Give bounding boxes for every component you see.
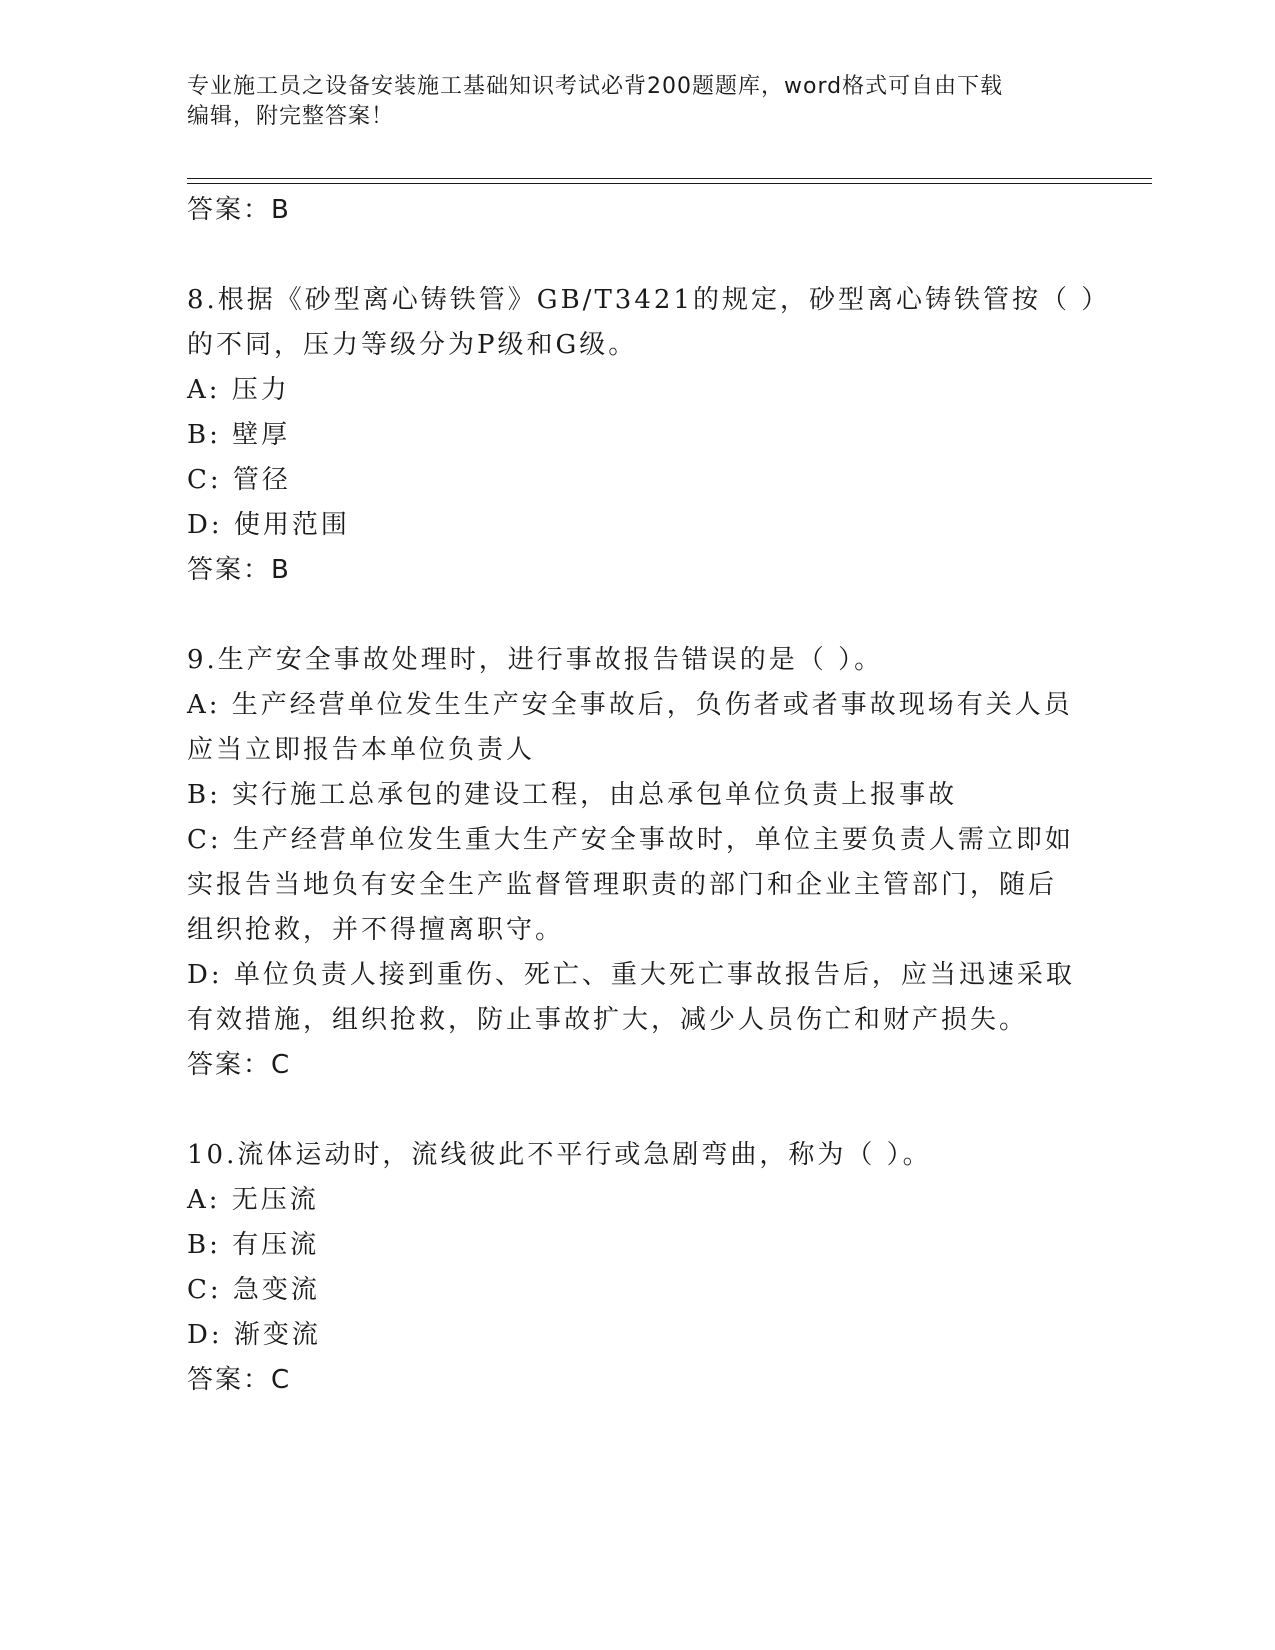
option-d: D: 渐变流 xyxy=(187,1320,321,1350)
question-9 xyxy=(187,638,1082,1088)
header-title-line-2: 编辑，附完整答案！ xyxy=(187,104,395,129)
option-b: B: 壁厚 xyxy=(187,420,291,450)
option-c: C: 管径 xyxy=(187,465,291,495)
question-stem-line: 的不同，压力等级分为P级和G级。 xyxy=(187,330,638,360)
option-c: C: 生产经营单位发生重大生产安全事故时，单位主要负责人需立即如 xyxy=(187,825,1074,855)
question-stem-line: 8.根据《砂型离心铸铁管》GB/T3421的规定，砂型离心铸铁管按（ ） xyxy=(187,285,1111,315)
option-b: B: 有压流 xyxy=(187,1230,320,1260)
option-c-continued: 实报告当地负有安全生产监督管理职责的部门和企业主管部门，随后 xyxy=(187,870,1058,900)
option-d-continued: 有效措施，组织抢救，防止事故扩大，减少人员伤亡和财产损失。 xyxy=(187,1005,1029,1035)
question-10 xyxy=(187,1133,1082,1403)
question-8 xyxy=(187,278,1111,593)
spacer xyxy=(187,593,1082,638)
header-divider-bottom xyxy=(187,183,1152,184)
header-divider-top xyxy=(187,178,1152,179)
option-b: B: 实行施工总承包的建设工程，由总承包单位负责上报事故 xyxy=(187,780,958,810)
option-a: A: 生产经营单位发生生产安全事故后，负伤者或者事故现场有关人员 xyxy=(187,690,1073,720)
previous-answer: 答案：B xyxy=(187,195,291,225)
option-a: A: 压力 xyxy=(187,375,290,405)
header-title-line-1: 专业施工员之设备安装施工基础知识考试必背200题题库，word格式可自由下载 xyxy=(187,74,1004,99)
document-header xyxy=(187,72,1067,132)
question-answer: 答案：C xyxy=(187,1050,292,1080)
option-d: D: 使用范围 xyxy=(187,510,350,540)
option-c: C: 急变流 xyxy=(187,1275,320,1305)
question-answer: 答案：C xyxy=(187,1365,292,1395)
option-a-continued: 应当立即报告本单位负责人 xyxy=(187,735,536,765)
question-stem-line: 10.流体运动时，流线彼此不平行或急剧弯曲，称为（ ）。 xyxy=(187,1140,932,1170)
question-content xyxy=(187,188,1111,1403)
option-a: A: 无压流 xyxy=(187,1185,319,1215)
spacer xyxy=(187,1088,1082,1133)
option-d: D: 单位负责人接到重伤、死亡、重大死亡事故报告后，应当迅速采取 xyxy=(187,960,1075,990)
spacer xyxy=(187,233,1082,278)
question-stem-line: 9.生产安全事故处理时，进行事故报告错误的是（ ）。 xyxy=(187,645,884,675)
option-c-continued: 组织抢救，并不得擅离职守。 xyxy=(187,915,565,945)
question-answer: 答案：B xyxy=(187,555,291,585)
